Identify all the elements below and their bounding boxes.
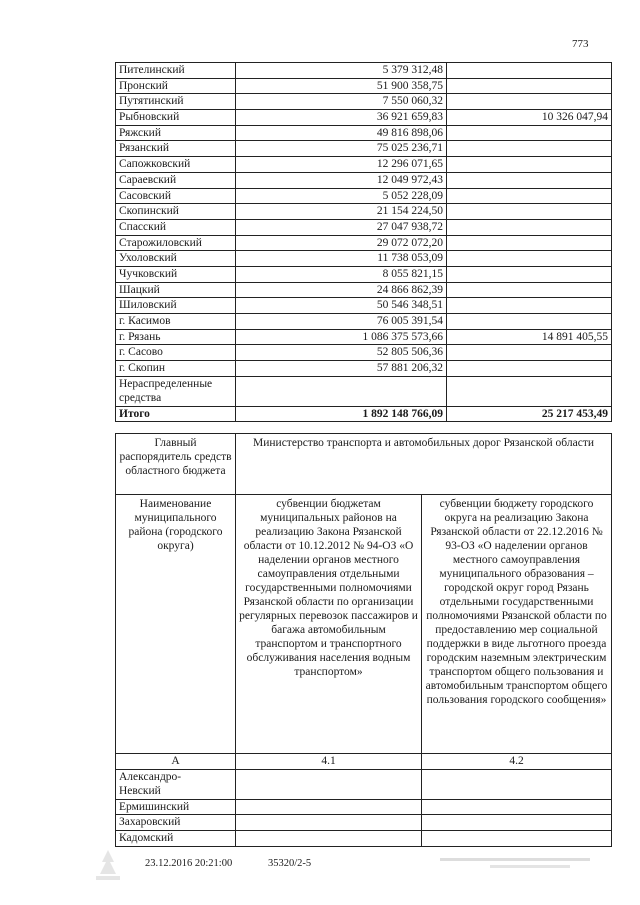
row1-line2: Невский bbox=[119, 784, 161, 797]
row-amount2 bbox=[447, 63, 612, 79]
page-number: 773 bbox=[572, 38, 589, 50]
row-amount2 bbox=[447, 345, 612, 361]
faint-stamp-icon bbox=[88, 846, 128, 886]
unallocated-label-line2: средства bbox=[119, 391, 162, 404]
row-amount2 bbox=[447, 141, 612, 157]
total-label: Итого bbox=[116, 406, 236, 422]
row-amount1: 75 025 236,71 bbox=[236, 141, 447, 157]
cell-42 bbox=[422, 815, 612, 831]
row-amount2: 10 326 047,94 bbox=[447, 110, 612, 126]
row-name: Ряжский bbox=[116, 125, 236, 141]
cell-42 bbox=[422, 831, 612, 847]
row-amount1: 57 881 206,32 bbox=[236, 361, 447, 377]
row-amount2 bbox=[447, 172, 612, 188]
row-amount2 bbox=[447, 298, 612, 314]
table-row bbox=[116, 141, 612, 157]
row-amount2 bbox=[447, 188, 612, 204]
row-name: г. Скопин bbox=[116, 361, 236, 377]
table-row bbox=[116, 831, 612, 847]
row-name: Пителинский bbox=[116, 63, 236, 79]
row-name: Захаровский bbox=[116, 815, 236, 831]
row-amount2 bbox=[447, 94, 612, 110]
row-amount2 bbox=[447, 219, 612, 235]
table-row bbox=[116, 94, 612, 110]
row-name: Кадомский bbox=[116, 831, 236, 847]
manager-label: Главный распорядитель средств областного бюджета bbox=[116, 434, 236, 495]
ministry-name: Министерство транспорта и автомобильных дорог Рязанской области bbox=[236, 434, 612, 495]
name-header: Наименование муниципального района (городского округа) bbox=[116, 495, 236, 754]
table-row bbox=[116, 78, 612, 94]
row-amount1: 76 005 391,54 bbox=[236, 314, 447, 330]
table-row bbox=[116, 110, 612, 126]
total-amount2: 25 217 453,49 bbox=[447, 406, 612, 422]
row-amount2 bbox=[447, 157, 612, 173]
table-row bbox=[116, 298, 612, 314]
row-amount1: 5 052 228,09 bbox=[236, 188, 447, 204]
row-name: Рязанский bbox=[116, 141, 236, 157]
row-amount1: 8 055 821,15 bbox=[236, 266, 447, 282]
row-amount1 bbox=[236, 376, 447, 406]
row-amount2 bbox=[447, 376, 612, 406]
row-amount2 bbox=[447, 251, 612, 267]
row-amount1: 12 296 071,65 bbox=[236, 157, 447, 173]
total-row bbox=[116, 406, 612, 422]
row-name: Спасский bbox=[116, 219, 236, 235]
row-amount2 bbox=[447, 266, 612, 282]
row-amount2 bbox=[447, 314, 612, 330]
table-row bbox=[116, 188, 612, 204]
row-amount1: 49 816 898,06 bbox=[236, 125, 447, 141]
row-amount2 bbox=[447, 361, 612, 377]
table-row bbox=[116, 329, 612, 345]
row1-line1: Александро- bbox=[119, 770, 182, 783]
ministry-row bbox=[116, 434, 612, 495]
table-row bbox=[116, 799, 612, 815]
row-name: Ермишинский bbox=[116, 799, 236, 815]
footer-doc-number: 35320/2-5 bbox=[268, 858, 312, 869]
row-name: Ухоловский bbox=[116, 251, 236, 267]
table-row bbox=[116, 769, 612, 799]
row-amount2 bbox=[447, 125, 612, 141]
row-name: Сасовский bbox=[116, 188, 236, 204]
table-row bbox=[116, 172, 612, 188]
row-amount1: 29 072 072,20 bbox=[236, 235, 447, 251]
row-name: Скопинский bbox=[116, 204, 236, 220]
footer-datetime: 23.12.2016 20:21:00 bbox=[145, 858, 233, 869]
cell-41 bbox=[236, 815, 422, 831]
row-name: Старожиловский bbox=[116, 235, 236, 251]
row-name: Пронский bbox=[116, 78, 236, 94]
cell-41 bbox=[236, 769, 422, 799]
row-name: Чучковский bbox=[116, 266, 236, 282]
row-amount1: 11 738 053,09 bbox=[236, 251, 447, 267]
table-row bbox=[116, 314, 612, 330]
table-row bbox=[116, 361, 612, 377]
row-name bbox=[116, 769, 236, 799]
table-row bbox=[116, 266, 612, 282]
row-amount1: 52 805 506,36 bbox=[236, 345, 447, 361]
faint-watermark bbox=[440, 855, 590, 868]
unallocated-row bbox=[116, 376, 612, 406]
table-row bbox=[116, 204, 612, 220]
col2-header: субвенции бюджету городского округа на реализацию Закона Рязанской области от 22.12.2016 № 93-ОЗ «О наделении органов местного самоуправления муниципального образования – городской округ город Рязань отдельными государственными полномочиями Рязанской области по предоставлению мер социальной поддержки в виде льготного проезда городским наземным электрическим транспортом общего пользования и автомобильным транспортом общего пользования городского сообщения» bbox=[422, 495, 612, 754]
row-amount1: 5 379 312,48 bbox=[236, 63, 447, 79]
cell-41 bbox=[236, 831, 422, 847]
row-name: Сапожковский bbox=[116, 157, 236, 173]
row-name: Шиловский bbox=[116, 298, 236, 314]
row-amount2: 14 891 405,55 bbox=[447, 329, 612, 345]
unallocated-label-line1: Нераспределенные bbox=[119, 377, 213, 390]
code-2: 4.2 bbox=[422, 754, 612, 770]
row-amount1: 7 550 060,32 bbox=[236, 94, 447, 110]
table-row bbox=[116, 815, 612, 831]
row-amount2 bbox=[447, 204, 612, 220]
table-row bbox=[116, 251, 612, 267]
row-amount1: 12 049 972,43 bbox=[236, 172, 447, 188]
row-amount1: 51 900 358,75 bbox=[236, 78, 447, 94]
row-name: г. Сасово bbox=[116, 345, 236, 361]
table-row bbox=[116, 157, 612, 173]
cell-41 bbox=[236, 799, 422, 815]
cell-42 bbox=[422, 799, 612, 815]
row-name: Путятинский bbox=[116, 94, 236, 110]
row-amount1: 36 921 659,83 bbox=[236, 110, 447, 126]
table-row bbox=[116, 125, 612, 141]
row-amount2 bbox=[447, 235, 612, 251]
subvention-table-continued bbox=[115, 62, 612, 422]
row-amount1: 1 086 375 573,66 bbox=[236, 329, 447, 345]
row-name bbox=[116, 376, 236, 406]
total-amount1: 1 892 148 766,09 bbox=[236, 406, 447, 422]
row-amount2 bbox=[447, 282, 612, 298]
code-a: А bbox=[116, 754, 236, 770]
table-row bbox=[116, 235, 612, 251]
row-amount1: 27 047 938,72 bbox=[236, 219, 447, 235]
table-row bbox=[116, 282, 612, 298]
row-amount2 bbox=[447, 78, 612, 94]
row-name: Сараевский bbox=[116, 172, 236, 188]
row-name: г. Рязань bbox=[116, 329, 236, 345]
code-row bbox=[116, 754, 612, 770]
code-1: 4.1 bbox=[236, 754, 422, 770]
header-row bbox=[116, 495, 612, 754]
transport-subvention-table bbox=[115, 433, 612, 847]
row-name: г. Касимов bbox=[116, 314, 236, 330]
row-name: Рыбновский bbox=[116, 110, 236, 126]
table-row bbox=[116, 219, 612, 235]
row-amount1: 50 546 348,51 bbox=[236, 298, 447, 314]
row-amount1: 21 154 224,50 bbox=[236, 204, 447, 220]
table-row bbox=[116, 345, 612, 361]
row-amount1: 24 866 862,39 bbox=[236, 282, 447, 298]
col1-header: субвенции бюджетам муниципальных районов на реализацию Закона Рязанской области от 10.12.2012 № 94-ОЗ «О наделении органов местного самоуправления отдельными государственными полномочиями Рязанской области по организации регулярных перевозок пассажиров и багажа автомобильным транспортом и транспортного обслуживания населения водным транспортом» bbox=[236, 495, 422, 754]
table-row bbox=[116, 63, 612, 79]
cell-42 bbox=[422, 769, 612, 799]
row-name: Шацкий bbox=[116, 282, 236, 298]
